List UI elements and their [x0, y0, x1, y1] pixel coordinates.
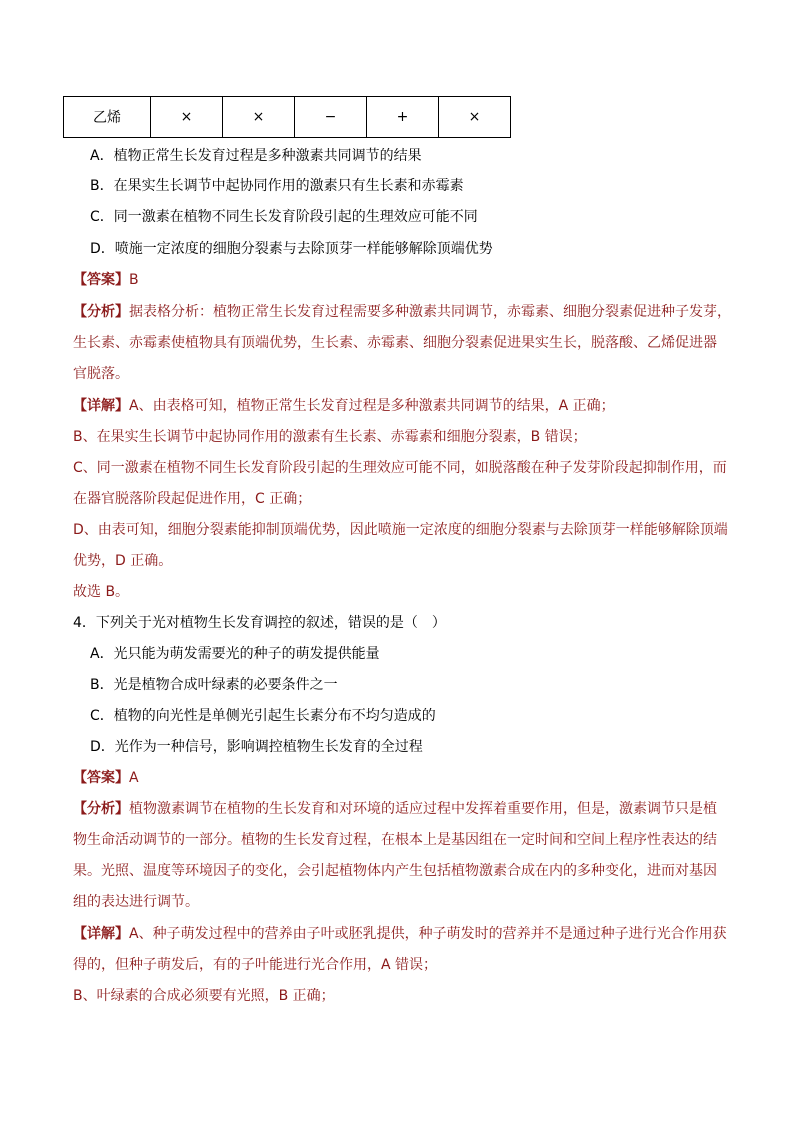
q3-analysis-line-3: 官脱落。 [73, 366, 129, 382]
table-cell: × [439, 97, 511, 138]
q4-option-b: B．光是植物合成叶绿素的必要条件之一 [90, 677, 338, 693]
q4-option-a: A．光只能为萌发需要光的种子的萌发提供能量 [90, 646, 380, 662]
q4-detail-line-1: 【详解】A、种子萌发过程中的营养由子叶或胚乳提供，种子萌发时的营养并不是通过种子进行光合作用获 [73, 926, 727, 942]
q3-option-d: D．喷施一定浓度的细胞分裂素与去除顶芽一样能够解除顶端优势 [90, 241, 493, 257]
q3-detail-line-5: D、由表可知，细胞分裂素能抑制顶端优势，因此喷施一定浓度的细胞分裂素与去除顶芽一样能够解除顶端 [73, 522, 728, 538]
q4-option-d: D．光作为一种信号，影响调控植物生长发育的全过程 [90, 739, 423, 755]
q3-detail-line-2: B、在果实生长调节中起协同作用的激素有生长素、赤霉素和细胞分裂素，B 错误； [73, 429, 587, 445]
q3-option-c: C．同一激素在植物不同生长发育阶段引起的生理效应可能不同 [90, 209, 478, 225]
q4-answer [73, 768, 139, 788]
analysis-tag: 【分析】 [73, 304, 129, 320]
table-cell-hormone: 乙烯 [64, 97, 151, 138]
q3-option-b: B．在果实生长调节中起协同作用的激素只有生长素和赤霉素 [90, 178, 464, 194]
q4-analysis-line-2: 物生命活动调节的一部分。植物的生长发育过程，在根本上是基因组在一定时间和空间上程序性表达的结 [73, 832, 717, 848]
q3-analysis-line-1: 【分析】据表格分析：植物正常生长发育过程需要多种激素共同调节，赤霉素、细胞分裂素促进种子发芽， [73, 304, 731, 320]
q4-analysis-line-3: 果。光照、温度等环境因子的变化，会引起植物体内产生包括植物激素合成在内的多种变化，进而对基因 [73, 863, 717, 879]
detail-tag: 【详解】 [73, 926, 129, 942]
hormone-table [63, 96, 511, 138]
answer-value: B [129, 272, 139, 288]
table-cell: − [295, 97, 367, 138]
analysis-tag: 【分析】 [73, 801, 129, 817]
q3-analysis-line-2: 生长素、赤霉素使植物具有顶端优势，生长素、赤霉素、细胞分裂素促进果实生长，脱落酸、乙烯促进器 [73, 335, 717, 351]
q3-option-a: A．植物正常生长发育过程是多种激素共同调节的结果 [90, 148, 422, 164]
q4-analysis-line-4: 组的表达进行调节。 [73, 894, 199, 910]
q3-detail-line-1: 【详解】A、由表格可知，植物正常生长发育过程是多种激素共同调节的结果，A 正确； [73, 398, 615, 414]
q3-detail-line-3: C、同一激素在植物不同生长发育阶段引起的生理效应可能不同，如脱落酸在种子发芽阶段起抑制作用，而 [73, 460, 727, 476]
q3-detail-line-6: 优势，D 正确。 [73, 553, 173, 569]
table-row [64, 97, 511, 138]
q3-detail-line-4: 在器官脱落阶段起促进作用，C 正确； [73, 491, 312, 507]
table-cell: + [367, 97, 439, 138]
answer-tag: 【答案】 [73, 272, 129, 288]
q3-conclusion: 故选 B。 [73, 584, 130, 600]
q4-option-c: C．植物的向光性是单侧光引起生长素分布不均匀造成的 [90, 708, 436, 724]
q4-detail-line-3: B、叶绿素的合成必须要有光照，B 正确； [73, 988, 335, 1004]
q4-detail-line-2: 得的，但种子萌发后，有的子叶能进行光合作用，A 错误； [73, 957, 438, 973]
q3-answer [73, 270, 139, 290]
q4-stem: 4．下列关于光对植物生长发育调控的叙述，错误的是（ ） [73, 615, 446, 631]
answer-tag: 【答案】 [73, 770, 129, 786]
detail-tag: 【详解】 [73, 398, 129, 414]
answer-value: A [129, 770, 139, 786]
table-cell: × [151, 97, 223, 138]
table-cell: × [223, 97, 295, 138]
q4-analysis-line-1: 【分析】植物激素调节在植物的生长发育和对环境的适应过程中发挥着重要作用，但是，激素调节只是植 [73, 801, 717, 817]
